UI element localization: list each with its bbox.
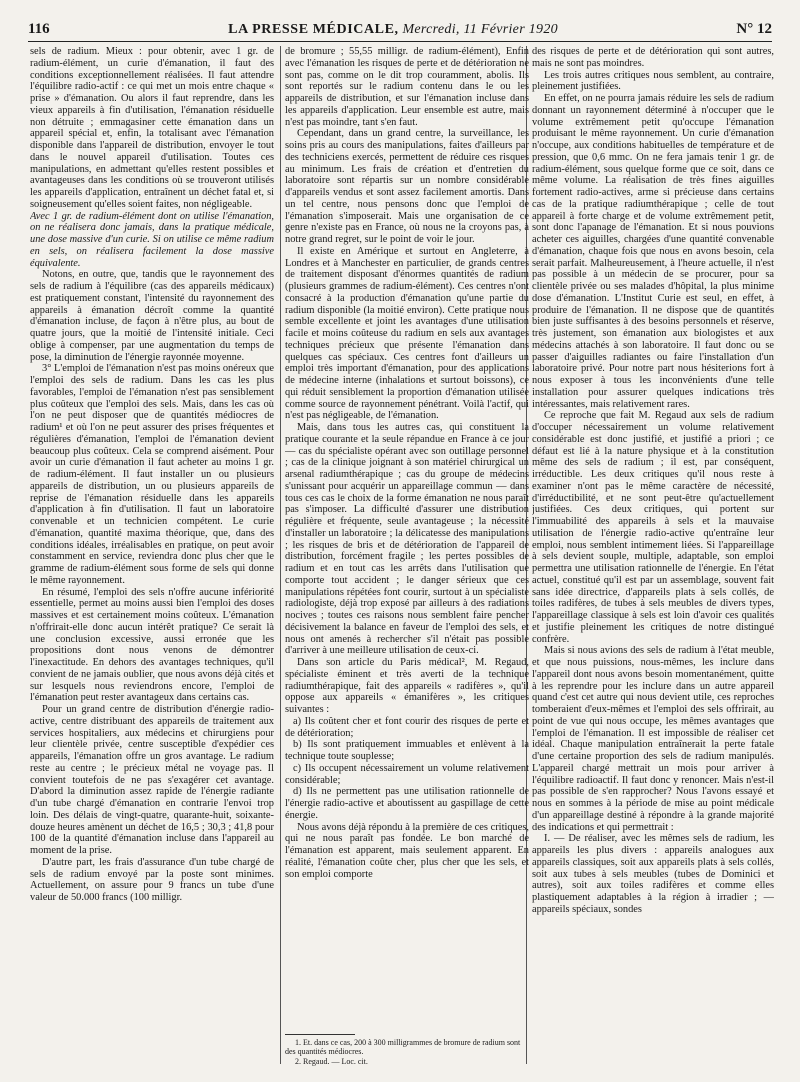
issue-number: N° 12 — [736, 21, 772, 37]
paragraph: Ce reproche que fait M. Regaud aux sels de radium d'occuper nécessairement un volume relativement considérable est donc justifié, et justifié a priori ; ce défaut est lié à la nature physique et à la constitution même des sels de radium ; il est, par conséquent, irréductible. Les deux critiques qu'il nous reste à examiner n'ont pas le même caractère de nécessité, d'irréductibilité, et ne sont peut-être qu'actuellement justifiées. Ces deux critiques, qui portent sur l'immuabilité des appareils à sels et la mauvaise utilisation de l'énergie radio-active qu'entraîne leur emploi, nous semblent intimement liées. Si l'appareillage à sels devient souple, multiple, adaptable, son emploi permettra une utilisation rationnelle de l'énergie. En l'état actuel, constitué qu'il est par un assemblage, souvent fait sans idée directrice, d'appareils plats à sels collés, de toiles radifères, de tubes à sels meubles de divers types, l'appareillage classique à sels est loin d'avoir ces qualités et justifie pleinement les critiques de notre distingué confrère. — [532, 410, 774, 645]
journal-name: LA PRESSE MÉDICALE, — [228, 22, 399, 37]
list-item: b) Ils sont pratiquement immuables et enlèvent à la technique toute souplesse; — [285, 739, 529, 762]
paragraph: Cependant, dans un grand centre, la surveillance, les soins pris au cours des manipulations, faites d'ailleurs par des techniciens exercés, permettent de réduire ces risques au minimum. Les frais de création et d'entretien du laboratoire sont répartis sur un nombre considérable d'appareils vendus et sont assez facilement amortis. Dans un tel centre, nous pensons donc que l'emploi de l'émanation s'imposerait. Mais une organisation de ce genre n'existe pas en France, où nous ne la croyons pas, à notre grand regret, sur le point de voir le jour. — [285, 128, 529, 245]
paragraph: En effet, on ne pourra jamais réduire les sels de radium donnant un rayonnement déterminé à n'occuper que le volume extrêmement petit qu'occupe l'émanation produisant le même rayonnement. Un curie d'émanation n'occupe, aux conditions habituelles de température et de pression, que 0,6 mmc. On ne fera jamais tenir 1 gr. de radium-élément, sous quelque forme que ce soit, dans ce même volume. La réalisation de très fines aiguilles fortement radio-actives, arme si précieuse dans certains cas de la pratique radiumthérapique ; celle de tout appareil à forte charge et de volume extrêmement petit, sont donc l'apanage de l'émanation. Et si nous pouvions acheter ces aiguilles, chargées d'une quantité convenable d'émanation, chaque fois que nous en avons besoin, cela serait parfait. Malheureusement, à l'heure actuelle, il n'est pas possible à un médecin de se procurer, pour sa clientèle privée ou ses malades d'hôpital, la plus minime dose d'émanation. L'Institut Curie est seul, en effet, à produire de l'émanation. Il ne dispose que de quantités bien juste suffisantes à des besoins personnels et réserve, très justement, son émanation aux biologistes et aux médecins attachés à son laboratoire. Il faut donc ou se passer d'aiguilles radiantes ou faire l'installation d'un laboratoire privé. Pour notre part nous hésiterions fort à nous exposer à tous les inconvénients d'une telle installation pour assurer quelques indications très intéressantes, mais relativement rares. — [532, 93, 774, 410]
paragraph: En résumé, l'emploi des sels n'offre aucune infériorité essentielle, permet au moins aussi bien l'emploi des doses massives et est certainement moins coûteux. L'émanation n'offrirait-elle donc aucun intérêt pratique? Ce serait là une conclusion excessive, aussi erronée que les propositions dont nous venons de démontrer l'inexactitude. En dehors des avantages techniques, qu'il convient de ne jamais oublier, que nous avons déjà cités et sur lesquels nous reviendrons encore, l'emploi de l'émanation peut rester avantageux dans certains cas. — [30, 586, 274, 704]
list-item: c) Ils occupent nécessairement un volume relativement considérable; — [285, 762, 529, 786]
paragraph: I. — De réaliser, avec les mêmes sels de radium, les appareils les plus divers : appareils analogues aux appareils classiques, soit aux appareils plats à sels collés, soit aux tubes à sels meubles (tubes de Dominici et autres), soit aux toiles radifères et comme elles plastiquement adaptables à la région à irradier ; — appareils spéciaux, sondes — [532, 833, 774, 915]
text-column-right — [532, 46, 774, 1066]
paragraph: de bromure ; 55,55 milligr. de radium-élément), Enfin avec l'émanation les risques de perte et de détérioration ne sont pas, comme on le dit trop couramment, abolis. Ils sont reportés sur le radium contenu dans le ou les appareils de distribution, et sur l'émanation incluse dans les appareils d'application. Leur ensemble est autre, mais n'est pas moindre, tant s'en faut. — [285, 46, 529, 128]
paragraph: Nous avons déjà répondu à la première de ces critiques, qui ne nous paraît pas fondée. Le bon marché de l'émanation est apparent, mais seulement apparent. En réalité, l'émanation coûte cher, plus cher que les sels, et son emploi comporte — [285, 821, 529, 880]
paragraph: Il existe en Amérique et surtout en Angleterre, à Londres et à Manchester en particulier, de grands centres de traitement disposant d'énormes quantités de radium (plusieurs grammes de radium-élément). Ces centres n'ont consacré à la production d'émanation qu'une partie du radium disponible (la moitié environ). Cette pratique nous semble excellente et joint les avantages d'une utilisation facile et moins coûteuse du radium en sels aux avantages techniques précieux que présente l'émanation dans quelques cas spéciaux. Ces centres font d'ailleurs un emploi très important d'émanation, pour des applications de médecine interne (inhalations et surtout boissons), ce qui réduit sensiblement la proportion d'émanation utilisée comme source de rayonnement pénétrant. Voilà l'actif, qui n'est pas négligeable, de l'émanation. — [285, 245, 529, 422]
paragraph: Pour un grand centre de distribution d'énergie radio-active, centre distribuant des appareils de traitement aux services hospitaliers, aux médecins et chirurgiens pour leur clientèle privée, centre susceptible d'expédier ces appareils, l'émanation offre un gros avantage. Le radium reste au centre ; le précieux métal ne voyage pas. Il convient toutefois de ne pas s'exagérer cet avantage. D'abord la diminution assez rapide de l'énergie radiante d'un tube chargé d'émanation en contrarie l'envoi trop loin. Des délais de vingt-quatre, quarante-huit, soixante-douze heures amènent un déchet de 16,5 ; 30,3 ; 41,8 pour 100 de la quantité d'émanation incluse dans l'appareil au moment de la prise. — [30, 704, 274, 856]
critique-list — [285, 716, 529, 822]
paragraph: D'autre part, les frais d'assurance d'un tube chargé de sels de radium envoyé par la poste sont minimes. Actuellement, on assure pour 9 francs un tube d'une valeur de 50.000 francs (100 milligr. — [30, 856, 274, 903]
footnote-separator — [285, 1034, 355, 1035]
text-column-middle — [285, 46, 529, 1027]
column-divider — [280, 46, 281, 1064]
header-title — [228, 22, 558, 38]
page-header — [28, 14, 772, 42]
footnote: 2. Regaud. — Loc. cit. — [295, 1056, 368, 1066]
paragraph: Dans son article du Paris médical², M. Regaud, spécialiste éminent et très averti de la technique radiumthérapique, fait des appareils « radifères », qu'il oppose aux appareils « émanifères », les critiques suivantes : — [285, 657, 529, 715]
paragraph: Notons, en outre, que, tandis que le rayonnement des sels de radium à l'équilibre (cas des appareils médicaux) est pratiquement constant, l'intensité du rayonnement des appareils à émanation décroît comme la quantité d'émanation incluse, de façon à n'être plus, au bout de quatre jours, que la moitié de l'intensité initiale. Ceci oblige à compenser, par une augmentation du temps de pose, la diminution de l'énergie rayonnée moyenne. — [30, 269, 274, 363]
paragraph: Mais, dans tous les autres cas, qui constituent la pratique courante et la seule répandue en France à ce jour — cas du spécialiste opérant avec son outillage personnel ; cas de la clinique joignant à son matériel chirurgical un arsenal radiumthérapique ; cas du groupe de médecins s'unissant pour acquérir un appareillage commun — dans tous ces cas le choix de la forme émanation ne nous paraît pas s'imposer. La difficulté d'assurer une distribution régulière et fréquente, seule avantageuse ; la nécessité d'installer un laboratoire ; la délicatesse des manipulations ; les risques de bris et de détérioration de l'appareil de distribution, forcément fragile ; les pertes possibles de radium et en tout cas les arrêts dans l'utilisation que comporte tout accident ; le danger sérieux que ces manipulations répétées font courir, surtout à un spécialiste radiologiste, déjà trop exposé par ailleurs à des radiations nocives ; toutes ces raisons nous semblent faire pencher décisivement la balance en faveur de l'emploi des sels, et nous ont amenés à rechercher s'il n'était pas possible d'arriver à une meilleure utilisation de ceux-ci. — [285, 422, 529, 657]
paragraph: sels de radium. Mieux : pour obtenir, avec 1 gr. de radium-élément, un curie d'émanation, il faut des conditions exceptionnellement réalisées. Il faut attendre l'équilibre radio-actif : ce qui met un mois entre chaque « prise » d'émanation. Ou alors il faut reprendre, dans les vieux appareils à fin d'utilisation, l'émanation résiduelle non détruite ; emmagasiner cette émanation dans un appareil spécial et, enfin, la totalisant avec l'émanation disponible dans l'appareil de distribution, envoyer le tout dans le nouvel appareil d'utilisation. Toutes ces manipulations, en admettant qu'elles restent possibles et avantageuses dans les conditions où se trouveront utilisés les appareils d'application, entraînent un déchet fatal et, si soigneusement qu'elles soient faites, non négligeable. — [30, 46, 274, 210]
page-number: 116 — [28, 21, 50, 37]
paragraph: Mais si nous avions des sels de radium à l'état meuble, et que nous puissions, nous-mêmes, les inclure dans l'appareil dont nous avons besoin momentanément, quitte à les reprendre pour les inclure dans un autre appareil quand c'est cet autre qui nous devient utile, ces reproches tomberaient d'eux-mêmes et l'emploi des sels offrirait, au point de vue qui nous occupe, les mêmes avantages que l'emploi de l'émanation. Il est impossible de réaliser cet idéal. Chaque manipulation entraînerait la perte fatale d'une certaine proportion des sels de radium manipulés. L'appareil chargé mettrait un mois pour arriver à l'équilibre radioactif. Il faut donc y renoncer. Mais n'est-il pas possible de s'en rapprocher? Nous l'avons essayé et nous en sommes à la période de mise au point médicale d'un appareillage destiné à répondre à la grande majorité des indications et qui permettrait : — [532, 645, 774, 833]
issue-date: Mercredi, 11 Février 1920 — [402, 22, 558, 37]
list-item: a) Ils coûtent cher et font courir des risques de perte et de détérioration; — [285, 715, 529, 739]
text-column-left — [30, 46, 274, 1066]
paragraph: des risques de perte et de détérioration qui sont autres, mais ne sont pas moindres. — [532, 46, 774, 69]
footnote: 1. Et. dans ce cas, 200 à 300 milligrammes de bromure de radium sont des quantités médiocres. — [285, 1037, 521, 1056]
footnotes — [285, 1034, 529, 1067]
list-item: d) Ils ne permettent pas une utilisation rationnelle de l'énergie radio-active et aboutissent au gaspillage de cette énergie. — [285, 786, 529, 821]
paragraph: Les trois autres critiques nous semblent, au contraire, pleinement justifiées. — [532, 69, 774, 93]
paragraph: 3° L'emploi de l'émanation n'est pas moins onéreux que l'emploi des sels de radium. Dans les cas les plus favorables, l'emploi de l'émanation n'est pas sensiblement plus coûteux que l'emploi des sels. Mais, dans les cas où l'on ne peut disposer que de quantités médiocres de radium¹ et où l'on ne peut assurer des prises fréquentes et régulières d'émanation, l'emploi de l'émanation devient beaucoup plus coûteux. Cela se comprend aisément. Pour avoir un curie d'émanation il faut acheter au moins 1 gr. de radium-élément. Il faut installer un ou plusieurs appareils de distribution, un ou plusieurs appareils de reprise de l'émanation résiduelle dans les appareils d'application à fin d'utilisation. Il faut un laboratoire convenable et un technicien compétent. Le curie d'émanation, quantité maxima théorique, que, dans des conditions idéales, irréalisables en pratique, on peut avoir constamment en service, reviendra donc plus cher que le gramme de radium-élément sous forme de sels qui donne le même rayonnement. — [30, 363, 274, 586]
paragraph: Avec 1 gr. de radium-élément dont on utilise l'émanation, on ne réalisera donc jamais, dans la pratique médicale, une dose massive d'un curie. Si on utilise ce même radium en sels, on réalisera facilement la dose massive équivalente. — [30, 210, 274, 269]
